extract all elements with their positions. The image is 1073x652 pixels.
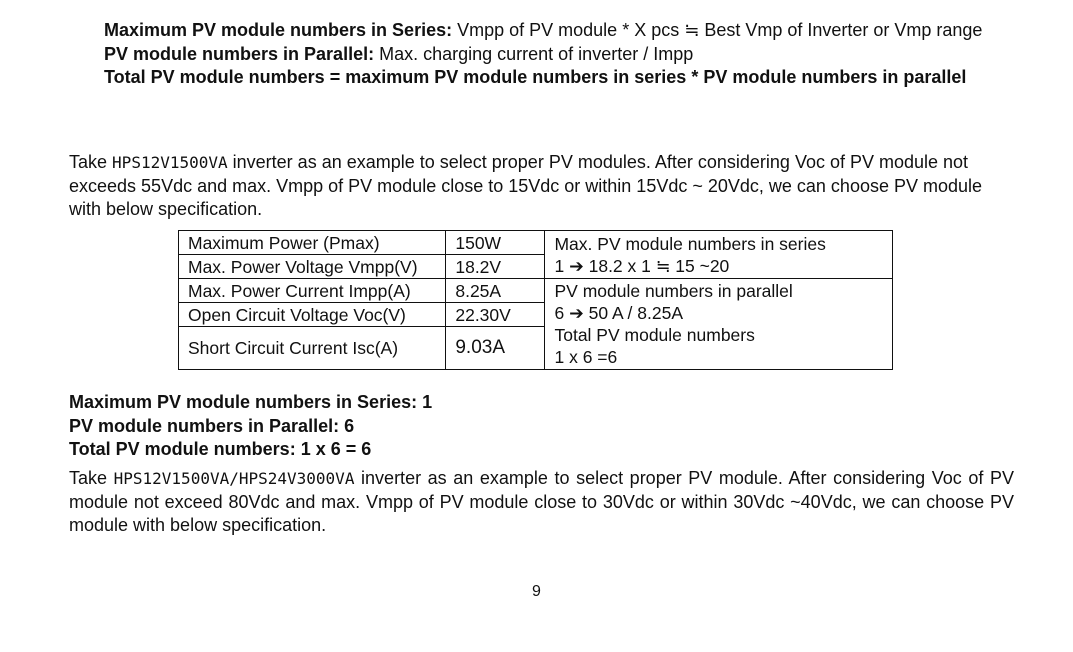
series-formula-label: Maximum PV module numbers in Series: [104, 20, 453, 40]
spec-value: 18.2V [446, 255, 545, 279]
spec-value: 150W [446, 231, 545, 255]
total-formula: Total PV module numbers = maximum PV module numbers in series * PV module numbers in parallel [104, 67, 967, 87]
formula-block [104, 19, 1009, 90]
example-paragraph-1 [69, 151, 1014, 222]
pv-spec-table [178, 230, 893, 370]
spec-value: 9.03A [446, 327, 545, 370]
example-paragraph-2 [69, 467, 1014, 538]
table-row [179, 231, 893, 255]
intro1-model: HPS12V1500VA [112, 153, 228, 172]
spec-value: 8.25A [446, 279, 545, 303]
spec-label: Short Circuit Current Isc(A) [179, 327, 446, 370]
results-block [69, 391, 669, 462]
intro1-rest: inverter as an example to select proper PV modules. After considering Voc of PV module not exceeds 55Vdc and max. Vmpp of PV module close to 15Vdc or within 15Vdc ~ 20Vdc, we can choose PV module with below specification. [69, 152, 983, 219]
intro1-take: Take [69, 152, 108, 172]
series-calc: 1 ➔ 18.2 x 1 ≒ 15 ~20 [554, 255, 730, 276]
series-calc-title: Max. PV module numbers in series [554, 233, 826, 254]
series-formula [104, 19, 1009, 43]
parallel-calc-title: PV module numbers in parallel [554, 281, 793, 301]
intro2-rest: inverter as an example to select proper PV module. After considering Voc of PV module not exceed 80Vdc and max. Vmpp of PV module close to 30Vdc or within 30Vdc ~40Vdc, we can choose PV module with below specification. [69, 468, 1014, 535]
parallel-total-calc-cell [545, 279, 893, 370]
total-calc: 1 x 6 =6 [554, 347, 618, 367]
spec-value: 22.30V [446, 303, 545, 327]
series-formula-text: Vmpp of PV module * X pcs ≒ Best Vmp of Inverter or Vmp range [457, 20, 983, 40]
page-number: 9 [532, 583, 541, 600]
result-total: Total PV module numbers: 1 x 6 = 6 [69, 439, 372, 459]
parallel-formula-text: Max. charging current of inverter / Impp [379, 43, 694, 64]
table-row [179, 279, 893, 303]
intro2-take: Take [69, 468, 108, 488]
spec-label: Max. Power Current Impp(A) [179, 279, 446, 303]
series-calc-cell [545, 231, 893, 279]
result-parallel: PV module numbers in Parallel: 6 [69, 415, 355, 436]
intro2-model: HPS12V1500VA/HPS24V3000VA [113, 469, 355, 488]
spec-label: Open Circuit Voltage Voc(V) [179, 303, 446, 327]
spec-label: Max. Power Voltage Vmpp(V) [179, 255, 446, 279]
total-calc-title: Total PV module numbers [554, 325, 755, 345]
parallel-formula-label: PV module numbers in Parallel: [104, 43, 375, 64]
spec-label: Maximum Power (Pmax) [179, 231, 446, 255]
parallel-formula [104, 43, 1009, 67]
result-series: Maximum PV module numbers in Series: 1 [69, 392, 433, 412]
parallel-calc: 6 ➔ 50 A / 8.25A [554, 303, 683, 323]
